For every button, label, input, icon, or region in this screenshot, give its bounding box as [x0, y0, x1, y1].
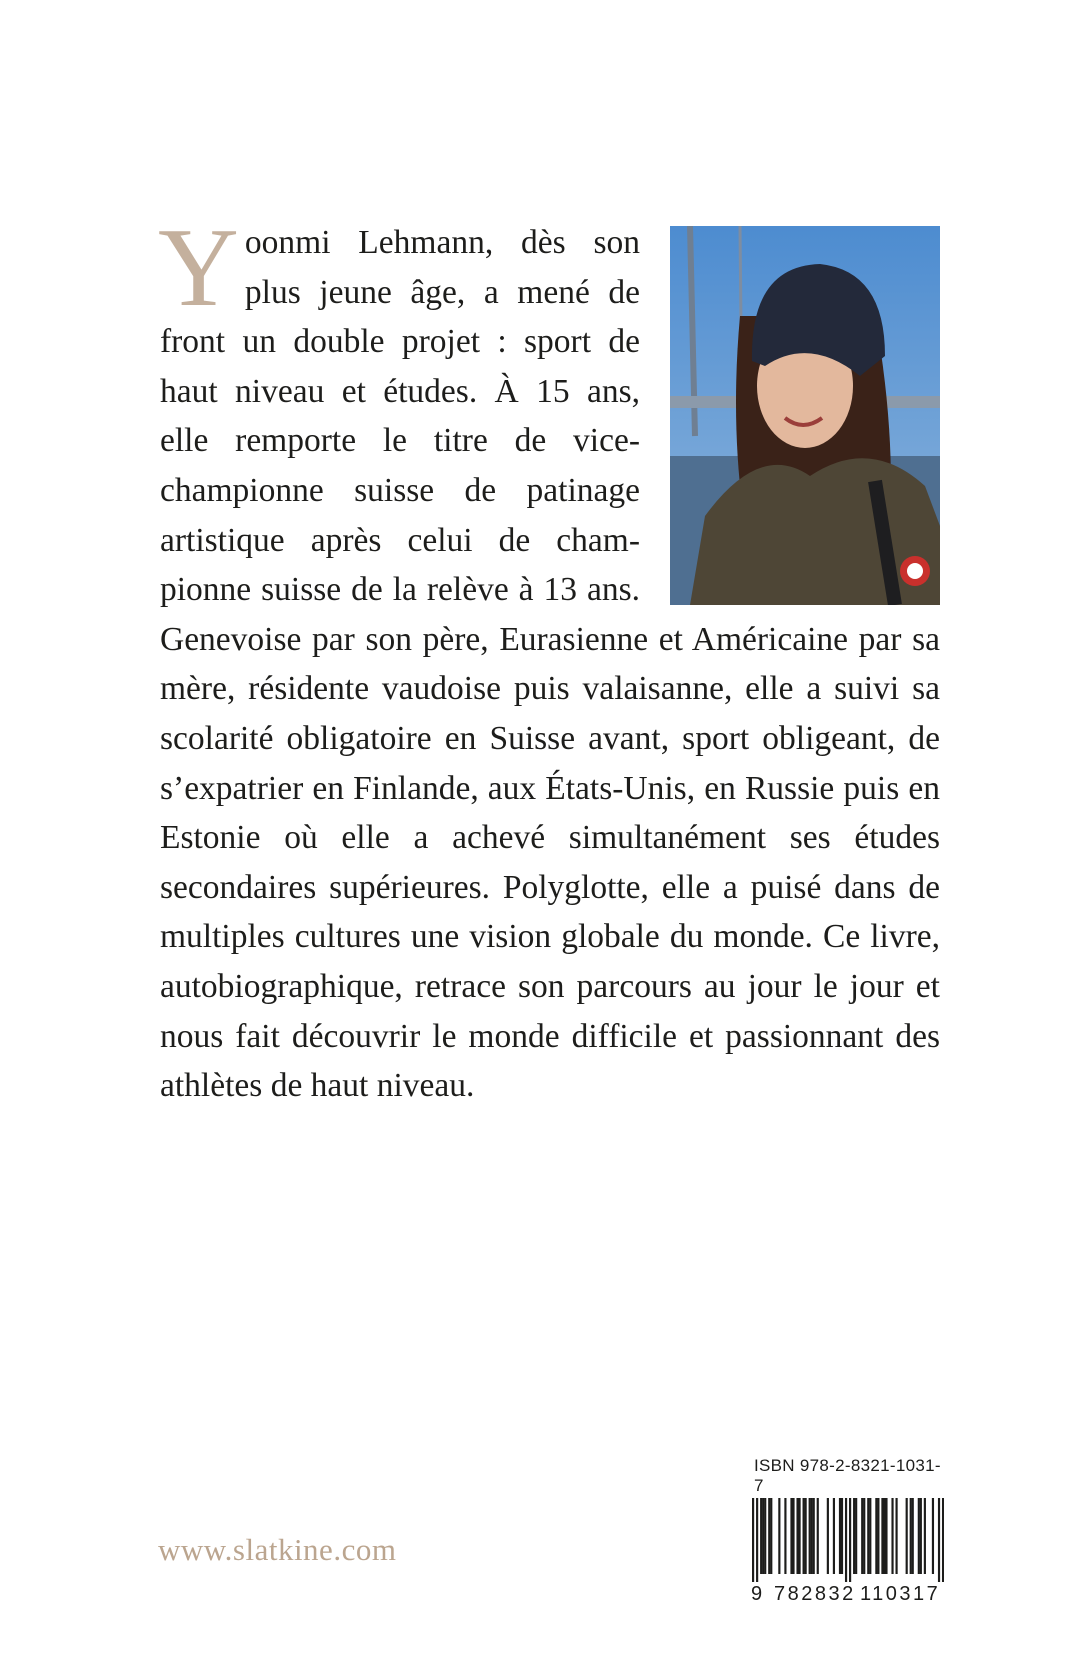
barcode-bar	[845, 1498, 847, 1582]
barcode-bar	[760, 1498, 762, 1574]
barcode-bar	[768, 1498, 770, 1574]
barcode-bar	[885, 1498, 887, 1574]
barcode-bar	[803, 1498, 805, 1574]
barcode-bar	[867, 1498, 869, 1574]
barcode-bar	[764, 1498, 766, 1574]
barcode-bar	[811, 1498, 813, 1574]
barcode-bar	[895, 1498, 897, 1574]
barcode-bar	[877, 1498, 879, 1574]
barcode-bar	[849, 1498, 851, 1582]
photo-patch-inner	[907, 563, 923, 579]
barcode-digits	[752, 1583, 944, 1607]
blurb-text: pionne suisse de la relève à 13 ans. Genevoise par son père, Eurasienne et Américaine par sa mère, résidente vaudoise puis va	[160, 571, 940, 708]
barcode-bar	[853, 1498, 855, 1574]
barcode-bar	[809, 1498, 811, 1574]
barcode-digits-right: 110317	[860, 1583, 941, 1605]
author-photo	[670, 226, 940, 605]
barcode-bar	[869, 1498, 871, 1574]
barcode-bar	[912, 1498, 914, 1574]
barcode-bar	[762, 1498, 764, 1574]
isbn-barcode	[752, 1456, 944, 1607]
barcode-bar	[881, 1498, 883, 1574]
barcode-bar	[813, 1498, 815, 1574]
barcode-bar	[790, 1498, 792, 1574]
barcode-bar	[861, 1498, 863, 1574]
barcode-bar	[942, 1498, 944, 1582]
barcode-bar	[924, 1498, 926, 1574]
barcode-bar	[817, 1498, 819, 1574]
barcode-bar	[792, 1498, 794, 1574]
barcode-bar	[855, 1498, 857, 1574]
barcode-bar	[752, 1498, 754, 1582]
barcode-bar	[875, 1498, 877, 1574]
barcode-bar	[920, 1498, 922, 1574]
barcode-bar	[784, 1498, 786, 1574]
barcode-bar	[770, 1498, 772, 1574]
blurb-text: couvrir le monde difficile et passionnant des athlètes de haut niveau.	[160, 1017, 940, 1105]
barcode-bar	[796, 1498, 798, 1574]
barcode-bar	[841, 1498, 843, 1574]
barcode-digit-first: 9	[751, 1583, 763, 1605]
barcode-bar	[938, 1498, 940, 1582]
barcode-bar	[827, 1498, 829, 1574]
barcode-bar	[932, 1498, 934, 1574]
isbn-label: ISBN 978-2-8321-1031-7	[754, 1456, 941, 1495]
barcode-bar	[839, 1498, 841, 1574]
barcode-bar	[798, 1498, 800, 1574]
barcode-bar	[910, 1498, 912, 1574]
barcode-bar	[883, 1498, 885, 1574]
publisher-website[interactable]: www.slatkine.com	[158, 1532, 397, 1567]
drop-cap: Y	[158, 206, 239, 330]
barcode-bar	[906, 1498, 908, 1574]
barcode-bar	[833, 1498, 835, 1574]
back-cover-blurb: Y oonmi Lehmann, dès son plus jeune âge, a mené de front un double projet : sport de haut niveau et études. À 15 ans, elle remporte le titre de vice-championne suisse de patinage artistique après celui de championne suisse de la relève à 13 ans. Genevoise par son père, Eurasienne et Américaine par sa mère, résidente vaudoise puis valaisanne, elle a suivi sa scolarité obligatoire en Suisse avant, sport obligeant, de s’expatrier en Finlande, aux États-Unis, en Russie puis en Estonie où elle a achevé simultanément ses études secondaires supérieures. Polyglotte, elle a puisé dans de multiples cultures une vision globale du monde. Ce livre, autobiographique, retrace son parcours au jour le jour et nous fait découvrir le monde difficile et passionnant des athlètes de haut niveau.	[158, 206, 940, 1105]
barcode-bar	[891, 1498, 893, 1574]
barcode-bars	[752, 1498, 944, 1582]
barcode-digits-left: 782832	[774, 1583, 856, 1605]
barcode-bar	[756, 1498, 758, 1582]
blurb-text: oonmi Lehmann, dès son plus jeune âge, a mené de front un double projet : sport de haut niveau et études. À 15 ans, elle remporte le titre de vice-championne suisse de patinage artistique après celui de cham	[160, 224, 640, 559]
blurb-text: laisanne, elle a suivi sa scolarité obligatoire en Suisse avant, sport obligeant, de s’expatrier en Finlande, aux États-Unis, en Russie puis en Estonie où elle a achevé simultanément ses études secondaires supérieures. Polyglotte, elle a puisé dans de multiples cultures une vision globale du monde. Ce livre, autobiographique, retrace son parcours au jour le jour et nous fait dé	[160, 670, 940, 1055]
barcode-bar	[778, 1498, 780, 1574]
barcode-bar	[918, 1498, 920, 1574]
barcode-bar	[805, 1498, 807, 1574]
barcode-bar	[863, 1498, 865, 1574]
